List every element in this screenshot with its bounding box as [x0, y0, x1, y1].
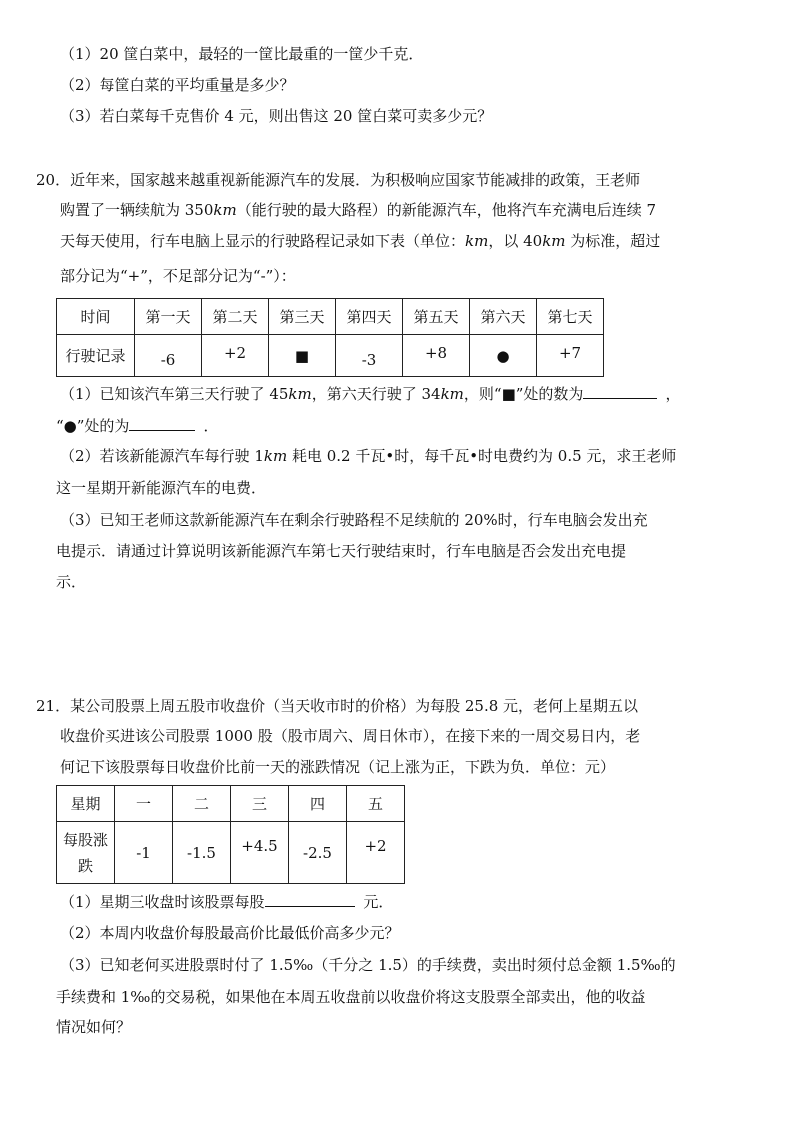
table-cell: -1.5: [173, 822, 231, 884]
q20-sub3-line1: （3）已知王老师这款新能源汽车在剩余行驶路程不足续航的 20%时，行车电脑会发出充: [60, 511, 648, 529]
q20-sub3-line3: 示．: [56, 573, 87, 591]
q19-sub2: （2）每筐白菜的平均重量是多少？: [60, 76, 295, 94]
q21-sub1-text: 元．: [358, 893, 394, 911]
q20-stem-text: ，以 40: [488, 232, 543, 250]
q21-stem-line3: 何记下该股票每日收盘价比前一天的涨跌情况（记上涨为正，下跌为负．单位：元）: [60, 758, 616, 776]
table-header-cell: 第五天: [403, 299, 470, 335]
table-header-cell: 星期: [57, 786, 115, 822]
table-cell: +2: [202, 335, 269, 377]
q20-stem-line2: [60, 200, 656, 220]
table-row-label: [57, 822, 115, 884]
q20-stem-text: （能行驶的最大路程）的新能源汽车，他将汽车充满电后连续 7: [236, 201, 657, 219]
table-cell: ●: [470, 335, 537, 377]
table-row-label-line: 每股涨: [62, 830, 108, 849]
table-cell: -1: [115, 822, 173, 884]
table-header-cell: 第六天: [470, 299, 537, 335]
q20-stem-line1: [36, 170, 640, 190]
q20-sub2-line1: [60, 446, 676, 466]
table-header-cell: 第一天: [135, 299, 202, 335]
unit-km: km: [542, 232, 566, 250]
table-header-cell: 一: [115, 786, 173, 822]
unit-km: km: [288, 385, 312, 403]
table-cell: +7: [537, 335, 604, 377]
q20-sub1-line1: [60, 384, 680, 404]
table-cell: +4.5: [231, 822, 289, 884]
q20-stem-text: 天每天使用，行车电脑上显示的行驶路程记录如下表（单位：: [60, 232, 466, 250]
q20-stem-text: 购置了一辆续航为 350: [60, 201, 214, 219]
table-cell: -2.5: [289, 822, 347, 884]
q21-stem-line1: [36, 696, 638, 716]
q20-sub1-text: “●”处的为: [56, 417, 130, 435]
unit-km: km: [263, 447, 288, 465]
table-header-row: [57, 786, 405, 822]
q21-sub1-text: （1）星期三收盘时该股票每股: [60, 893, 265, 911]
q19-sub3: （3）若白菜每千克售价 4 元，则出售这 20 筐白菜可卖多少元？: [60, 107, 493, 125]
table-row-label: 行驶记录: [57, 335, 135, 377]
q21-number: 21．: [36, 697, 71, 715]
table-header-cell: 时间: [57, 299, 135, 335]
unit-km: km: [440, 385, 464, 403]
table-cell: -3: [336, 335, 403, 377]
table-header-cell: 第四天: [336, 299, 403, 335]
q20-sub1-text: ，则“■”处的数为: [463, 385, 584, 403]
q20-mileage-table: [56, 298, 604, 377]
q21-sub3-line3: 情况如何？: [56, 1018, 132, 1036]
q20-stem-line4: 部分记为“+”，不足部分记为“-”）：: [60, 267, 296, 285]
q21-sub2: （2）本周内收盘价每股最高价比最低价高多少元？: [60, 924, 400, 942]
table-cell: +8: [403, 335, 470, 377]
q20-sub2-text: 耗电 0.2 千瓦•时，每千瓦•时电费约为 0.5 元，求王老师: [287, 447, 677, 465]
table-header-cell: 第七天: [537, 299, 604, 335]
q21-stem-text: 某公司股票上周五股市收盘价（当天收市时的价格）为每股 25.8 元，老何上星期五以: [70, 697, 639, 715]
q20-sub3-line2: 电提示．请通过计算说明该新能源汽车第七天行驶结束时，行车电脑是否会发出充电提: [56, 542, 627, 560]
unit-km: km: [213, 201, 237, 219]
table-row: [57, 335, 604, 377]
q20-number: 20．: [36, 171, 71, 189]
q20-sub1-text: （1）已知该汽车第三天行驶了 45: [60, 385, 289, 403]
table-header-cell: 三: [231, 786, 289, 822]
table-cell: +2: [347, 822, 405, 884]
answer-blank[interactable]: [129, 416, 195, 431]
q21-stock-table: [56, 785, 405, 884]
q20-sub2-line2: 这一星期开新能源汽车的电费．: [56, 479, 267, 497]
q20-sub1-text: ．: [203, 417, 219, 435]
q21-stem-line2: 收盘价买进该公司股票 1000 股（股市周六、周日休市），在接下来的一周交易日内，老: [60, 727, 641, 745]
table-header-cell: 第二天: [202, 299, 269, 335]
table-row-label-line: 跌: [77, 856, 93, 875]
q20-sub1-text: ，第六天行驶了 34: [311, 385, 441, 403]
q20-sub2-text: （2）若该新能源汽车每行驶 1: [60, 447, 264, 465]
q21-sub3-line2: 手续费和 1‰的交易税，如果他在本周五收盘前以收盘价将这支股票全部卖出，他的收益: [56, 988, 646, 1006]
table-header-cell: 五: [347, 786, 405, 822]
answer-blank[interactable]: [265, 892, 355, 907]
q20-stem-text: 近年来，国家越来越重视新能源汽车的发展．为积极响应国家节能减排的政策，王老师: [70, 171, 641, 189]
q19-sub1: （1）20 筐白菜中，最轻的一筐比最重的一筐少千克．: [60, 45, 424, 63]
answer-blank[interactable]: [583, 384, 657, 399]
q21-sub1: [60, 892, 393, 912]
table-header-row: [57, 299, 604, 335]
q20-stem-text: 为标准，超过: [565, 232, 661, 250]
unit-km: km: [465, 232, 489, 250]
table-cell: -6: [135, 335, 202, 377]
table-header-cell: 四: [289, 786, 347, 822]
table-cell: ■: [269, 335, 336, 377]
q20-sub1-text: ，: [665, 385, 681, 403]
table-row: [57, 822, 405, 884]
table-header-cell: 第三天: [269, 299, 336, 335]
table-header-cell: 二: [173, 786, 231, 822]
q21-sub3-line1: （3）已知老何买进股票时付了 1.5‰（千分之 1.5）的手续费，卖出时须付总金额 1.5‰的: [60, 956, 676, 974]
q20-sub1-line2: [56, 416, 218, 436]
q20-stem-line3: [60, 231, 660, 251]
